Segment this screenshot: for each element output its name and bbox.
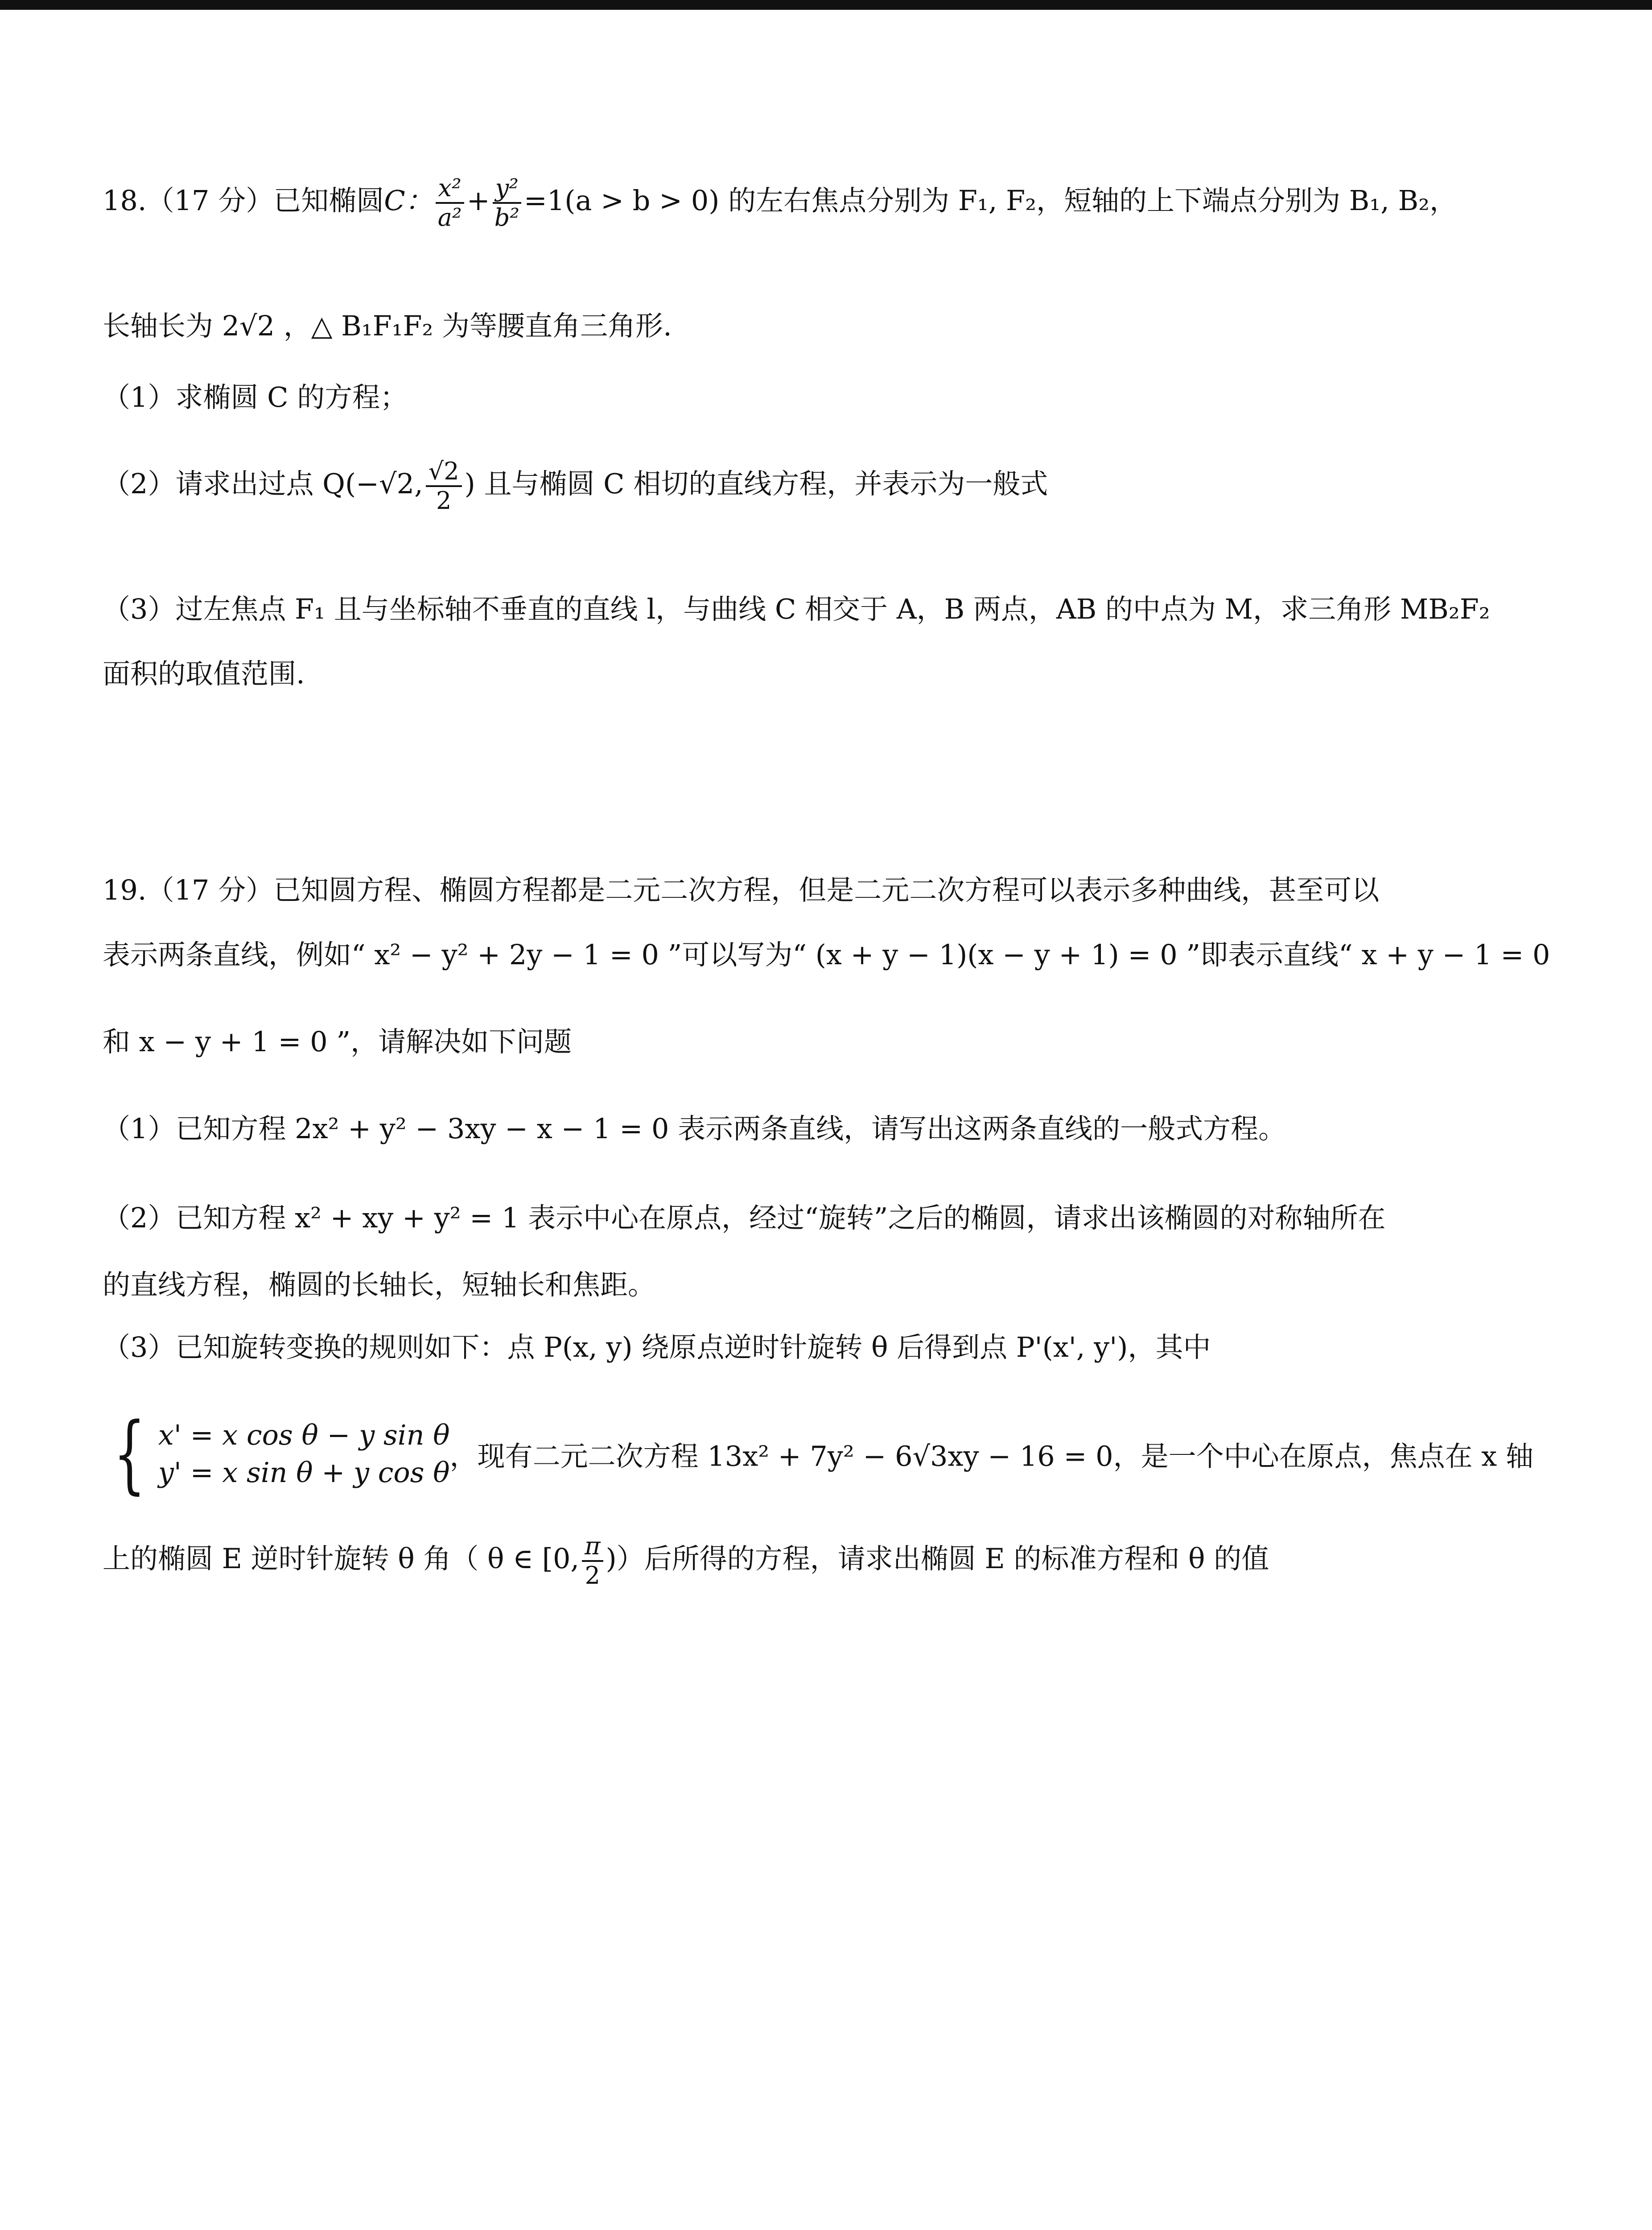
q19-frac-pi-over-2: $\frac{\pi}{2}$ bbox=[582, 1534, 603, 1588]
system-row-y: y' = x sin θ + y cos θ bbox=[158, 1456, 450, 1489]
left-brace: { bbox=[113, 1404, 146, 1503]
q18-part3-line2: 面积的取值范围. bbox=[103, 657, 305, 690]
q19-part3-line1: （3）已知旋转变换的规则如下：点 P(x, y) 绕原点逆时针旋转 θ 后得到点 P'(x', y')，其中 bbox=[103, 1331, 1211, 1363]
q19-part2-line1: （2）已知方程 x² + xy + y² = 1 表示中心在原点，经过“旋转”之后的椭圆，请求出该椭圆的对称轴所在 bbox=[103, 1202, 1386, 1234]
q18-intro: 18.（17 分）已知椭圆 bbox=[103, 184, 384, 217]
q18-condition: =1(a > b > 0) 的左右焦点分别为 F₁, F₂，短轴的上下端点分别为 B₁, B₂， bbox=[523, 184, 1458, 217]
q18-frac-sqrt2-over-2: $\frac{√2}{2}$ bbox=[426, 459, 462, 513]
q18-frac-x: $\frac{\text{x²}}{\text{a²}}$ bbox=[436, 176, 464, 230]
q19-rotation-system bbox=[103, 1404, 1533, 1503]
q18-frac-y: $\frac{\text{y²}}{\text{b²}}$ bbox=[493, 176, 521, 230]
q19-line2: 表示两条直线，例如“ x² − y² + 2y − 1 = 0 ”可以写为“ (x + y − 1)(x − y + 1) = 0 ”即表示直线“ x + y − 1 = 0 bbox=[103, 938, 1550, 971]
q19-part3-line2: ，现有二元二次方程 13x² + 7y² − 6√3xy − 16 = 0，是一个中心在原点，焦点在 x 轴 bbox=[449, 1440, 1533, 1473]
top-border bbox=[0, 0, 1652, 10]
q19-part3-line3: 上的椭圆 E 逆时针旋转 θ 角（ θ ∈ [0, $\frac{\pi}{2}$ )）后所得的方程，请求出椭圆 E 的标准方程和 θ 的值 bbox=[103, 1532, 1269, 1590]
q19-part2-line2: 的直线方程，椭圆的长轴长，短轴长和焦距。 bbox=[103, 1268, 656, 1301]
q18-ellipse-label: C： bbox=[384, 184, 433, 217]
q19-part1: （1）已知方程 2x² + y² − 3xy − x − 1 = 0 表示两条直线，请写出这两条直线的一般式方程。 bbox=[103, 1112, 1286, 1145]
q19-line1: 19.（17 分）已知圆方程、椭圆方程都是二元二次方程，但是二元二次方程可以表示多种曲线，甚至可以 bbox=[103, 874, 1380, 906]
q18-part3-line1: （3）过左焦点 F₁ 且与坐标轴不垂直的直线 l，与曲线 C 相交于 A，B 两点，AB 的中点为 M，求三角形 MB₂F₂ bbox=[103, 593, 1490, 625]
q18-line1: 18.（17 分）已知椭圆C： $\frac{\text{x²}}{\text{a²}}$ + $\frac{\text{y²}}{\text{b²}}$ =1(a > b > 0) 的左右焦点分别为 F₁, F₂，短轴的上下端点分别为 B₁, B₂， bbox=[103, 174, 1458, 231]
q18-part1: （1）求椭圆 C 的方程； bbox=[103, 381, 408, 413]
system-row-x: x' = x cos θ − y sin θ bbox=[158, 1419, 450, 1452]
q19-line3: 和 x − y + 1 = 0 ”，请解决如下问题 bbox=[103, 1025, 572, 1058]
q18-part2: （2）请求出过点 Q(−√2, $\frac{√2}{2}$ ) 且与椭圆 C 相切的直线方程，并表示为一般式 bbox=[103, 457, 1048, 515]
system-rows bbox=[158, 1416, 450, 1491]
q18-line2: 长轴长为 2√2 ，△ B₁F₁F₂ 为等腰直角三角形. bbox=[103, 310, 672, 342]
